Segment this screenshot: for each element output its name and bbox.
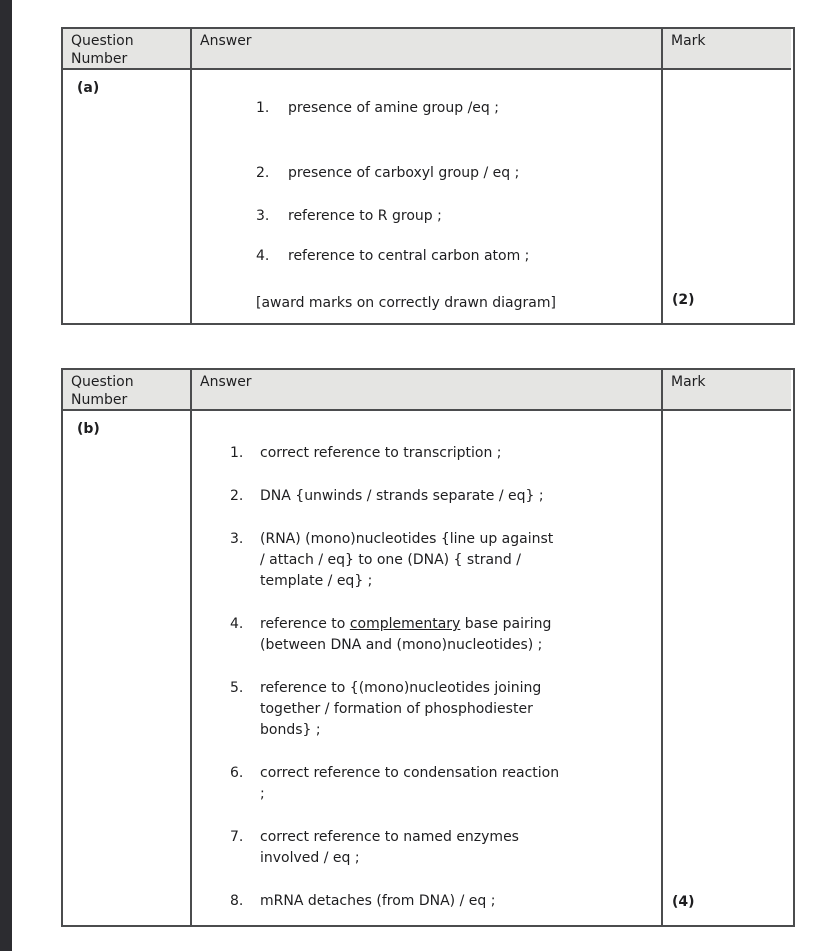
item-number: 2. [230,488,244,504]
item-number: 4. [230,616,244,632]
item-text [288,206,657,227]
item-number: 2. [256,165,270,181]
item-line: (RNA) (mono)nucleotides {line up against [260,531,554,547]
item-line: presence of amine group /eq ; [288,100,499,116]
answer-item [230,443,657,464]
item-line: correct reference to named enzymes [260,829,519,845]
item-text [260,827,657,869]
item-line: involved / eq ; [260,850,360,866]
item-line: DNA {unwinds / strands separate / eq} ; [260,488,544,504]
item-text [260,443,657,464]
item-text [260,614,657,656]
answer-item [256,163,657,184]
answer-list [192,98,661,314]
answer-item [256,206,657,227]
header-answer: Answer [190,370,661,411]
header-mark: Mark [661,29,791,70]
item-text [288,163,657,184]
item-line: reference to central carbon atom ; [288,248,530,264]
item-line: ; [260,786,265,802]
item-text [260,763,657,805]
item-text [260,486,657,507]
question-number-value: (a) [77,80,100,96]
item-line: / attach / eq} to one (DNA) { strand / [260,552,521,568]
item-line: correct reference to transcription ; [260,445,502,461]
item-text [256,293,657,314]
item-number: 1. [256,100,270,116]
header-mark: Mark [661,370,791,411]
item-line: together / formation of phosphodiester [260,701,533,717]
mark-cell [661,411,791,925]
item-line: reference to R group ; [288,208,442,224]
item-text [288,246,657,267]
item-text [260,529,657,592]
answer-item [230,763,657,805]
item-number: 3. [256,208,270,224]
answer-cell [190,411,661,925]
item-line: correct reference to condensation reaction [260,765,560,781]
item-line: bonds} ; [260,722,321,738]
mark-value: (2) [672,292,695,308]
item-text [260,891,657,912]
document-page [61,27,795,927]
table-gap [61,325,795,368]
answer-item [256,293,657,314]
question-number-value: (b) [77,421,100,437]
answer-item [230,486,657,507]
answer-cell [190,70,661,323]
mark-scheme-table-a [61,27,795,325]
page-edge-bar [0,0,12,951]
item-line: (between DNA and (mono)nucleotides) ; [260,637,543,653]
mark-scheme-table-b [61,368,795,927]
item-text [260,678,657,741]
answer-item [230,529,657,592]
header-answer: Answer [190,29,661,70]
item-number: 3. [230,531,244,547]
item-line: presence of carboxyl group / eq ; [288,165,520,181]
item-line: template / eq} ; [260,573,373,589]
answer-item [230,678,657,741]
mark-value: (4) [672,894,695,910]
answer-item [230,827,657,869]
item-number: 8. [230,893,244,909]
item-number: 4. [256,248,270,264]
header-question-number: Question Number [63,370,190,411]
header-question-number: Question Number [63,29,190,70]
answer-item [230,614,657,656]
answer-item [256,98,657,119]
item-text [288,98,657,119]
item-line: [award marks on correctly drawn diagram] [256,295,556,311]
item-number: 7. [230,829,244,845]
item-line: reference to {(mono)nucleotides joining [260,680,542,696]
answer-item [256,246,657,267]
item-number: 6. [230,765,244,781]
answer-item [230,891,657,912]
item-number: 1. [230,445,244,461]
item-line: reference to complementary base pairing [260,616,552,632]
item-line: mRNA detaches (from DNA) / eq ; [260,893,496,909]
answer-list [192,443,661,912]
mark-cell [661,70,791,323]
item-number: 5. [230,680,244,696]
